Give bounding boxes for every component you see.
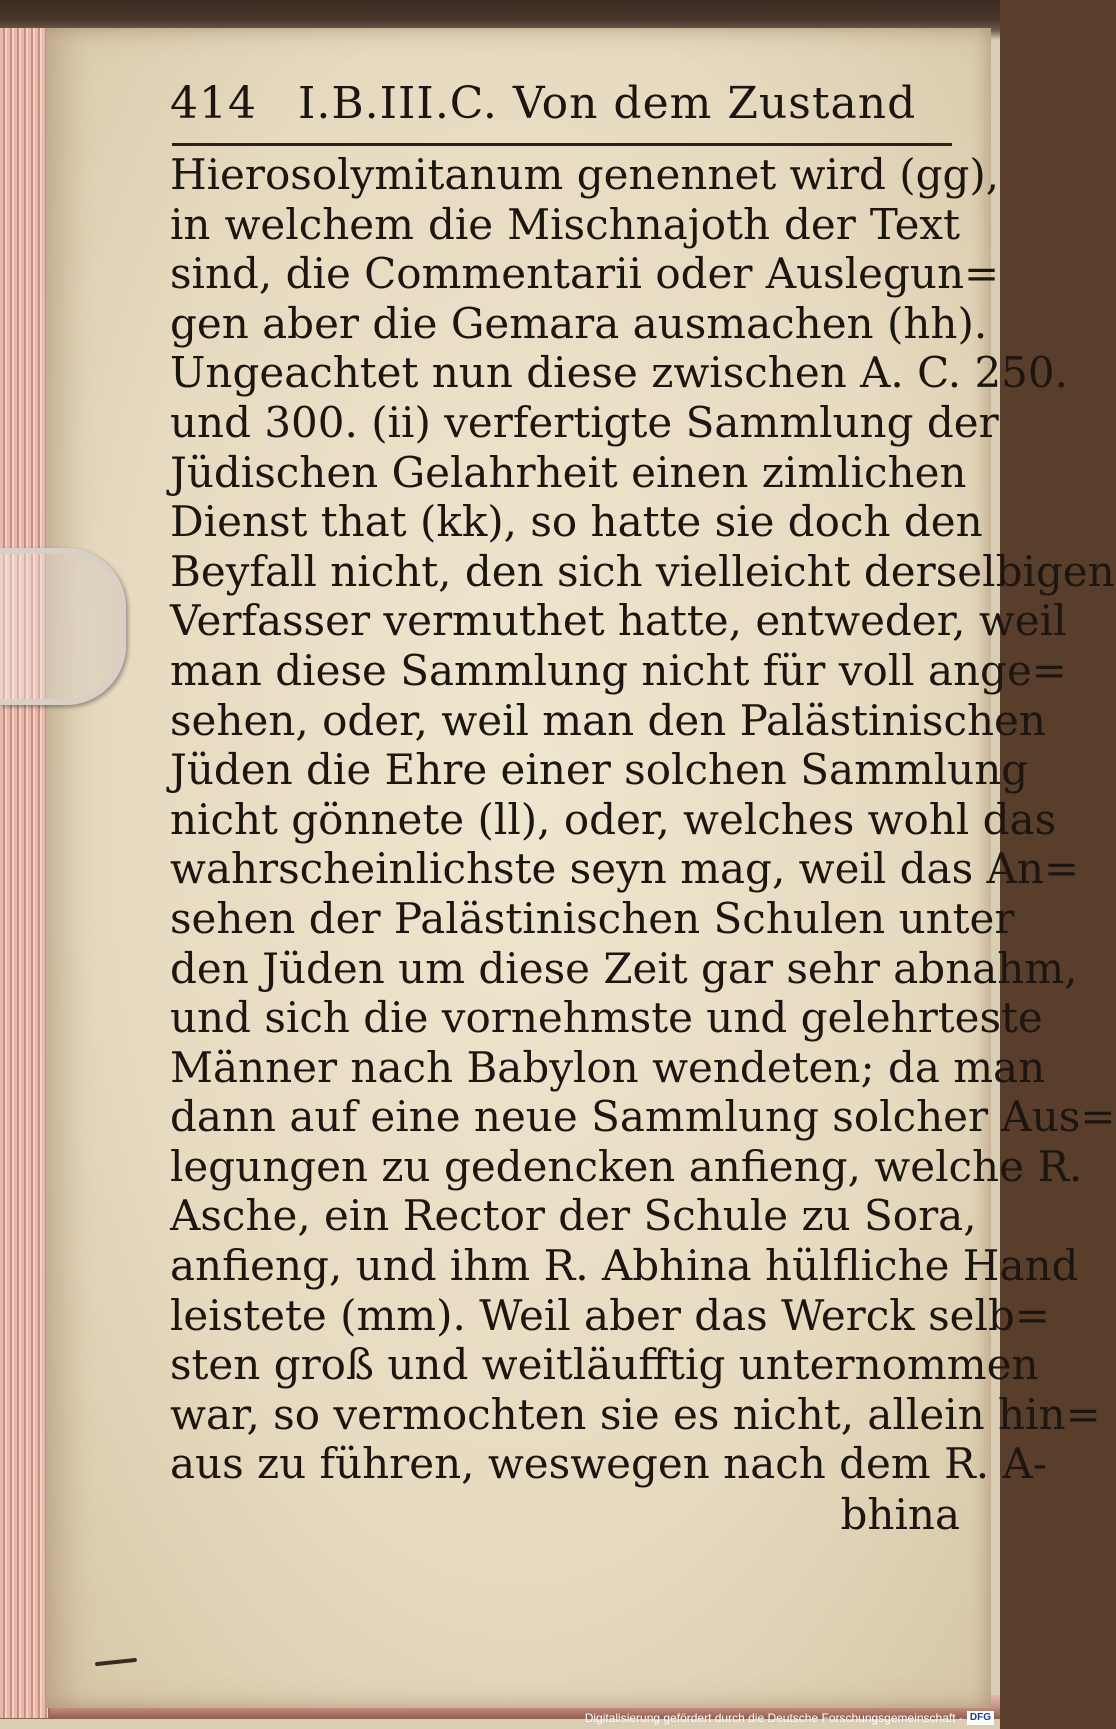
- running-header: [170, 78, 970, 148]
- text-line: nicht gönnete (ll), oder, welches wohl das: [170, 794, 1057, 844]
- page-number: 414: [170, 78, 257, 129]
- running-title: I.B.III.C. Von dem Zustand: [297, 78, 917, 129]
- text-line: gen aber die Gemara ausmachen (hh).: [170, 298, 988, 348]
- text-line: Asche, ein Rector der Schule zu Sora,: [170, 1191, 977, 1241]
- text-line: Beyfall nicht, den sich vielleicht derselbigen: [170, 546, 1115, 596]
- text-line: sehen, oder, weil man den Palästinischen: [170, 695, 1046, 745]
- text-line: sten groß und weitläufftig unternommen: [170, 1340, 1039, 1390]
- text-line: sehen der Palästinischen Schulen unter: [170, 893, 1015, 943]
- text-line: Männer nach Babylon wendeten; da man: [170, 1042, 1046, 1092]
- dfg-logo: DFG: [967, 1711, 994, 1725]
- page-edges: [0, 28, 50, 1718]
- text-line: dann auf eine neue Sammlung solcher Aus=: [170, 1092, 1116, 1142]
- text-line: und sich die vornehmste und gelehrteste: [170, 993, 1043, 1043]
- catchword: bhina: [840, 1490, 960, 1539]
- body-text: [170, 150, 1116, 1489]
- page-clip: [0, 548, 126, 705]
- text-line: den Jüden um diese Zeit gar sehr abnahm,: [170, 943, 1078, 993]
- text-line: man diese Sammlung nicht für voll ange=: [170, 645, 1067, 695]
- text-line: Verfasser vermuthet hatte, entweder, weil: [170, 596, 1067, 646]
- text-line: Ungeachtet nun diese zwischen A. C. 250.: [170, 348, 1068, 398]
- text-line: legungen zu gedencken anfieng, welche R.: [170, 1141, 1083, 1191]
- digitization-credit: Digitalisierung gefördert durch die Deutsche Forschungsgemeinschaft -: [584, 1711, 963, 1725]
- text-line: leistete (mm). Weil aber das Werck selb=: [170, 1290, 1050, 1340]
- text-line: sind, die Commentarii oder Auslegun=: [170, 249, 1000, 299]
- text-line: Hierosolymitanum genennet wird (gg),: [170, 150, 1000, 199]
- text-line: aus zu führen, weswegen nach dem R. A-: [170, 1439, 1047, 1489]
- digitization-footer: [585, 1709, 994, 1727]
- text-line: anfieng, und ihm R. Abhina hülfliche Hand: [170, 1241, 1079, 1291]
- text-line: wahrscheinlichste seyn mag, weil das An=: [170, 844, 1080, 894]
- text-line: war, so vermochten sie es nicht, allein hin=: [170, 1389, 1101, 1439]
- text-line: in welchem die Mischnajoth der Text: [170, 199, 960, 249]
- text-line: Dienst that (kk), so hatte sie doch den: [170, 497, 983, 547]
- header-rule: [172, 143, 952, 146]
- text-line: und 300. (ii) verfertigte Sammlung der: [170, 397, 999, 447]
- text-line: Jüdischen Gelahrheit einen zimlichen: [170, 447, 967, 497]
- text-line: Jüden die Ehre einer solchen Sammlung: [170, 745, 1029, 795]
